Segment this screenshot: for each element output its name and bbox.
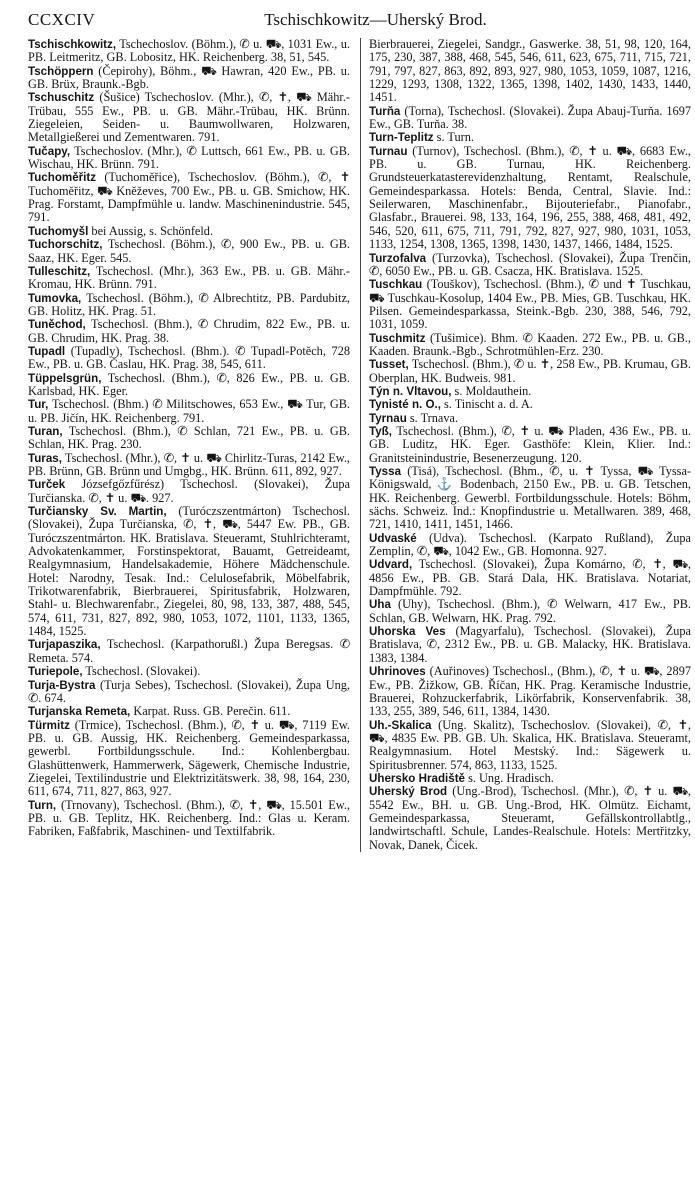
directory-entry xyxy=(369,785,691,852)
directory-entry xyxy=(369,425,691,465)
directory-entry xyxy=(369,145,691,252)
directory-entry xyxy=(369,358,691,385)
entry-headword: Turnau xyxy=(369,144,408,158)
directory-entry xyxy=(28,638,350,665)
entry-text: Tschechosl. (Bhm.), ✆ Schlan, 721 Ew., PB. u. GB. Schlan, HK. Prag. 230. xyxy=(28,423,350,452)
directory-entry xyxy=(28,318,350,345)
entry-headword: Uhorska Ves xyxy=(369,625,446,639)
entry-text: (Šušice) Tschechoslov. (Mhr.), ✆, ✝, ⛟ Mähr.-Trübau, 555 Ew., PB. u. GB. Mähr.-Trübau, HK. Brünn. Ziegeleien, Seiden- u. Baumwollwaren, Holzwaren, Metallgießerei und Zementwaren. 791. xyxy=(28,90,350,145)
directory-entry xyxy=(28,145,350,172)
entry-headword: Turčiansky Sv. Martin, xyxy=(28,505,167,519)
directory-entry xyxy=(369,625,691,665)
directory-entry xyxy=(28,799,350,839)
directory-entry xyxy=(28,265,350,292)
entry-text: Tschechosl. (Slovakei). xyxy=(82,664,201,679)
entry-text: Tschechoslov. (Böhm.), ✆ u. ⛟, 1031 Ew., u. PB. Leitmeritz, GB. Lobositz, HK. Reichenberg. 38, 51, 545. xyxy=(28,38,350,65)
directory-entry xyxy=(369,332,691,359)
entry-text: s. Moldauthein. xyxy=(451,383,532,398)
entry-text: (Tušimice). Bhm. ✆ Kaaden. 272 Ew., PB. u. GB., Kaaden. Braunk.-Bgb., Schrotmühlen-Erz. 230. xyxy=(369,330,691,358)
entry-headword: Tupadl xyxy=(28,344,66,358)
entry-text: (Turzovka), Tschechosl. (Slovakei), Župa Trenčin, ✆, 6050 Ew., PB. u. GB. Csacza, HK. Bratislava. 1525. xyxy=(369,250,691,278)
page-header xyxy=(28,8,683,38)
entry-text: Tschechosl. (Karpathorußl.) Župa Beregsas. ✆ Remeta. 574. xyxy=(28,637,350,665)
directory-entry xyxy=(369,532,691,559)
entry-text: (Auřinoves) Tschechosl., (Bhm.), ✆, ✝ u. ⛟, 2897 Ew., PB. Žižkow, GB. Říčan, HK. Prag. Keramische Industrie, Brauerei, Rohzuckerfabrik, Likörfabrik, Konservenfabrik. 38, 133, 255, 389, 546, 611, 1384, 1430. xyxy=(369,664,691,719)
entry-text: Tschechosl. (Bhm.) ✆ Militschowes, 653 Ew., ⛟ Tur, GB. u. PB. Jičín, HK. Reichenberg. 791. xyxy=(28,397,350,425)
directory-entry xyxy=(28,398,350,425)
entry-text: (Tisá), Tschechosl. (Bhm., ✆, u. ✝ Tyssa, ⛟ Tyssa-Königswald, ⚓ Bodenbach, 2150 Ew., PB. u. GB. Tetschen, HK. Reichenberg. Gewerbl. Fortbildungsschule. Hotels: Böhm, sächs. Schweiz. Ind.: Knopfindustrie u. Metallwaren. 389, 468, 721, 1410, 1411, 1451, 1466. xyxy=(369,464,691,532)
entry-headword: Týn n. Vltavou, xyxy=(369,384,452,398)
directory-entry xyxy=(28,665,350,678)
directory-entry xyxy=(28,705,350,718)
entry-text: Tschechosl. (Slovakei), Župa Komárno, ✆, ✝, ⛟, 4856 Ew., PB. GB. Stará Dala, HK. Bratislava. Notariat, Dampfmühle. 792. xyxy=(369,557,691,599)
entry-text: (Ung. Skalitz), Tschechoslov. (Slovakei), ✆, ✝, ⛟, 4835 Ew. PB. GB. Uh. Skalica, HK. Bratislava. Steueramt, Realgymnasium. Hotel Mestský. Ind.: Sägewerk u. Spiritusbrenner. 574, 863, 1133, 1525. xyxy=(369,717,691,772)
entry-headword: Tuchomyšl xyxy=(28,224,89,238)
directory-entry xyxy=(28,38,350,65)
entry-text: s. Tinischt a. d. A. xyxy=(440,397,533,412)
entry-headword: Tuchorschitz, xyxy=(28,238,103,252)
entry-text: Tschechosl. (Bhm.), ✆ Chrudim, 822 Ew., PB. u. GB. Chrudim, HK. Prag. 38. xyxy=(28,317,350,345)
directory-entry xyxy=(369,465,691,532)
entry-headword: Tusset, xyxy=(369,358,409,372)
directory-entry xyxy=(28,452,350,479)
entry-headword: Turjanska Remeta, xyxy=(28,705,131,719)
entry-headword: Turn, xyxy=(28,798,57,812)
entry-text: Tschechoslov. (Mhr.), ✆ Luttsch, 661 Ew., PB. u. GB. Wischau, HK. Brünn. 791. xyxy=(28,143,350,172)
directory-entry xyxy=(369,131,691,144)
entry-text: Tschechosl. (Bhm.), ✆ u. ✝, 258 Ew., PB. Krumau, GB. Oberplan, HK. Budweis. 981. xyxy=(369,357,691,385)
entry-headword: Turňa xyxy=(369,104,401,118)
entry-headword: Tynisté n. O., xyxy=(369,398,441,412)
entry-headword: Tuněchod, xyxy=(28,318,86,332)
entry-text: (Uhy), Tschechosl. (Bhm.), ✆ Welwarn, 417 Ew., PB. Schlan, GB. Welwarn, HK. Prag. 792. xyxy=(369,597,691,625)
entry-headword: Tuschmitz xyxy=(369,331,426,345)
entry-text: (Turóczszentmárton) Tschechosl. (Slovakei), Župa Turčianska, ✆, ✝, ⛟, 5447 Ew. PB., GB. Turóczszentmárton. HK. Bratislava. Steueramt, Stuhlrichteramt, Advokatenkammer, Forstinspektorat, Bauamt, Getreideamt, Realgymnasium, Handelsakademie, Höhere Mädchenschule. Hotel: Narodny, Tesak. Ind.: Celulosefabrik, Möbelfabrik, Trikotwarenfabrik, Bierbrauerei, Spiritusfabrik, Holzwaren, Stahl- u. Blechwarenfabr., Ziegelei, 80, 98, 133, 387, 488, 545, 574, 611, 731, 827, 892, 980, 1053, 1072, 1101, 1133, 1365, 1484, 1525. xyxy=(28,504,350,639)
entry-headword: Turiepole, xyxy=(28,665,83,679)
directory-entry xyxy=(28,345,350,372)
entry-text: s. Trnava. xyxy=(406,410,459,425)
entry-text: Tschechosl. (Bhm.), ✆, 826 Ew., PB. u. GB. Karlsbad, HK. Eger. xyxy=(28,370,350,398)
entry-text: (Touškov), Tschechosl. (Bhm.), ✆ und ✝ Tuschkau, ⛟ Tuschkau-Kosolup, 1404 Ew., PB. Mies, GB. Tuschkau, HK. Pilsen. Gemeindesparkassa, Steink.-Bgb. 230, 388, 546, 792, 1031, 1059. xyxy=(369,277,691,332)
directory-entry xyxy=(28,425,350,452)
entry-headword: Turn-Teplitz xyxy=(369,131,434,145)
entry-headword: Tumovka, xyxy=(28,291,82,305)
entry-headword: Uha xyxy=(369,598,391,612)
entry-headword: Tuchoměřitz xyxy=(28,171,97,185)
entry-text: (Udva). Tschechosl. (Karpato Rußland), Župa Zemplin, ✆, ⛟, 1042 Ew., GB. Homonna. 927. xyxy=(369,530,691,559)
entry-headword: Turjapaszika, xyxy=(28,638,101,652)
entry-text: (Magyarfalu), Tschechosl. (Slovakei), Župa Bratislava, ✆, 2312 Ew., PB. u. GB. Malacky, HK. Bratislava. 1383, 1384. xyxy=(369,624,691,665)
entry-headword: Tur, xyxy=(28,398,49,412)
entry-text: (Ung.-Brod), Tschechosl. (Mhr.), ✆, ✝ u. ⛟, 5542 Ew., BH. u. GB. Ung.-Brod, HK. Olmütz. Eichamt, Gemeindesparkassa, Steueramt, Gefällskontrollabtlg., landwirtschaftl. Schule, Landes-Realschule. Hotels: Mertřitzky, Novak, Danek, Čicek. xyxy=(369,784,691,852)
directory-entry xyxy=(28,238,350,265)
page-number: CCXCIV xyxy=(28,10,96,29)
entry-headword: Uhersko Hradiště xyxy=(369,771,466,785)
entry-headword: Udvaské xyxy=(369,531,417,545)
directory-entry xyxy=(369,412,691,425)
entry-text: Tschechosl. (Böhm.), ✆, 900 Ew., PB. u. GB. Saaz, HK. Eger. 545. xyxy=(28,237,350,265)
directory-entry xyxy=(369,558,691,598)
directory-entry xyxy=(28,171,350,224)
entry-text: (Čepirohy), Böhm., ⛟ Hawran, 420 Ew., PB. u. GB. Brüx, Braunk.-Bgb. xyxy=(28,63,350,92)
entry-headword: Turas, xyxy=(28,451,62,465)
directory-entry xyxy=(369,772,691,785)
entry-text: Bierbrauerei, Ziegelei, Sandgr., Gaswerke. 38, 51, 98, 120, 164, 175, 230, 387, 388, 468, 545, 546, 611, 623, 675, 711, 715, 721, 791, 797, 827, 863, 892, 893, 927, 980, 1053, 1059, 1087, 1216, 1229, 1293, 1308, 1322, 1365, 1398, 1402, 1430, 1433, 1440, 1451. xyxy=(369,38,691,105)
entry-text: (Tupadly), Tschechosl. (Bhm.). ✆ Tupadl-Potěch, 728 Ew., PB. u. GB. Časlau, HK. Prag. 38, 545, 611. xyxy=(28,343,350,372)
entry-text: bei Aussig, s. Schönfeld. xyxy=(88,223,214,238)
entry-text: (Trnovany), Tschechosl. (Bhm.), ✆, ✝, ⛟, 15.501 Ew., PB. u. GB. Teplitz, HK. Reichenberg. Ind.: Glas u. Keram. Fabriken, Faßfabrik, Maschinen- und Textilfabrik. xyxy=(28,797,350,839)
entry-headword: Udvard, xyxy=(369,558,413,572)
directory-entry xyxy=(28,719,350,799)
columns xyxy=(28,38,691,852)
directory-entry xyxy=(28,91,350,144)
entry-text: Tschechosl. (Mhr.), 363 Ew., PB. u. GB. Mähr.-Kromau, HK. Brünn. 791. xyxy=(28,263,350,292)
entry-headword: Turja-Bystra xyxy=(28,678,96,692)
directory-entry xyxy=(369,278,691,331)
directory-entry xyxy=(369,598,691,625)
entry-text: Tschechosl. (Bhm.), ✆, ✝ u. ⛟ Pladen, 436 Ew., PB. u. GB. Luditz, HK. Eger. Gasthöfe: Klein, Klier. Ind.: Granitsteinindustrie, Besenerzeugung. 120. xyxy=(369,423,691,465)
entry-headword: Tschöppern xyxy=(28,64,94,78)
entry-text: Józsefgőzfűrész) Tschechosl. (Slovakei), Župa Turčianska. ✆, ✝ u. ⛟. 927. xyxy=(28,477,350,505)
entry-headword: Turan, xyxy=(28,424,63,438)
entry-headword: Tüppelsgrün, xyxy=(28,371,102,385)
right-column xyxy=(360,38,691,852)
directory-entry xyxy=(28,292,350,319)
entry-text: (Torna), Tschechosl. (Slovakei). Župa Abauj-Turňa. 1697 Ew., GB. Turňa. 38. xyxy=(369,103,691,132)
entry-headword: Türmitz xyxy=(28,718,70,732)
entry-headword: Tučapy, xyxy=(28,144,71,158)
directory-entry xyxy=(28,372,350,399)
entry-text: Karpat. Russ. GB. Perečin. 611. xyxy=(130,704,291,719)
directory-entry xyxy=(28,478,350,505)
entry-headword: Uherský Brod xyxy=(369,785,448,799)
directory-entry xyxy=(369,665,691,718)
entry-headword: Turzofalva xyxy=(369,251,427,265)
entry-headword: Tyssa xyxy=(369,465,402,478)
left-column xyxy=(28,38,350,852)
directory-entry xyxy=(28,679,350,706)
directory-entry xyxy=(369,252,691,279)
entry-headword: Uh.-Skalica xyxy=(369,718,432,732)
entry-text: s. Ung. Hradisch. xyxy=(465,770,554,785)
directory-entry xyxy=(369,38,691,105)
entry-text: s. Turn. xyxy=(433,130,474,145)
directory-entry xyxy=(28,225,350,238)
directory-entry xyxy=(369,398,691,411)
entry-text: (Tuchoměřice), Tschechoslov. (Böhm.), ✆, ✝ Tuchoměřitz, ⛟ Kněževes, 700 Ew., PB. u. GB. Smichow, HK. Prag. Forstamt, Dampfmühle u. landw. Maschinenindustrie. 545, 791. xyxy=(28,170,350,225)
entry-text: (Trmice), Tschechosl. (Bhm.), ✆, ✝ u. ⛟, 7119 Ew. PB. u. GB. Aussig, HK. Reichenberg. Gemeindesparkassa, gewerbl. Fortbildungsschule. Ind.: Kohlenbergbau. Glashüttenwerk, Hammerwerk, Sägewerk, Chemische Industrie, Ziegelei, Textilindustrie und Elektrizitätswerk. 38, 98, 164, 230, 611, 674, 711, 827, 863, 927. xyxy=(28,717,350,799)
entry-text: (Turja Sebes), Tschechosl. (Slovakei), Župa Ung, ✆. 674. xyxy=(28,677,350,705)
directory-entry xyxy=(28,505,350,638)
entry-headword: Uhrinoves xyxy=(369,665,426,679)
directory-entry xyxy=(369,385,691,398)
directory-entry xyxy=(28,65,350,92)
entry-headword: Tuschkau xyxy=(369,278,423,292)
directory-entry xyxy=(369,719,691,772)
entry-headword: Tulleschitz, xyxy=(28,264,91,278)
entry-headword: Tschuschitz xyxy=(28,91,95,105)
directory-entry xyxy=(369,105,691,132)
entry-headword: Tyß, xyxy=(369,424,392,438)
entry-text: Tschechosl. (Mhr.), ✆, ✝ u. ⛟ Chirlitz-Turas, 2142 Ew., PB. Brünn, GB. Brünn und Umgbg., HK. Brünn. 611, 892, 927. xyxy=(28,450,350,478)
running-title: Tschischkowitz—Uherský Brod. xyxy=(264,10,487,29)
entry-headword: Tyrnau xyxy=(369,411,407,425)
entry-headword: Turček xyxy=(28,478,66,492)
entry-text: Tschechosl. (Böhm.), ✆ Albrechtitz, PB. Pardubitz, GB. Holitz, HK. Prag. 51. xyxy=(28,290,350,318)
entry-text: (Turnov), Tschechosl. (Bhm.), ✆, ✝ u. ⛟, 6683 Ew., PB. u. GB. Turnau, HK. Reichenberg. Grundsteuerkatasterevidenzhaltung, Rentamt, Realschule, Gemeindesparkassa. Hotels: Benda, Central, Slavie. Ind.: Seilerwaren, Maschinenfabr., Bijouteriefabr., Pianofabr., Glasfabr., Brauerei. 98, 133, 164, 196, 255, 388, 468, 481, 492, 546, 520, 611, 675, 711, 791, 792, 827, 927, 980, 1031, 1053, 1133, 1254, 1308, 1365, 1398, 1430, 1437, 1466, 1484, 1525. xyxy=(369,143,691,252)
entry-headword: Tschischkowitz, xyxy=(28,38,117,51)
